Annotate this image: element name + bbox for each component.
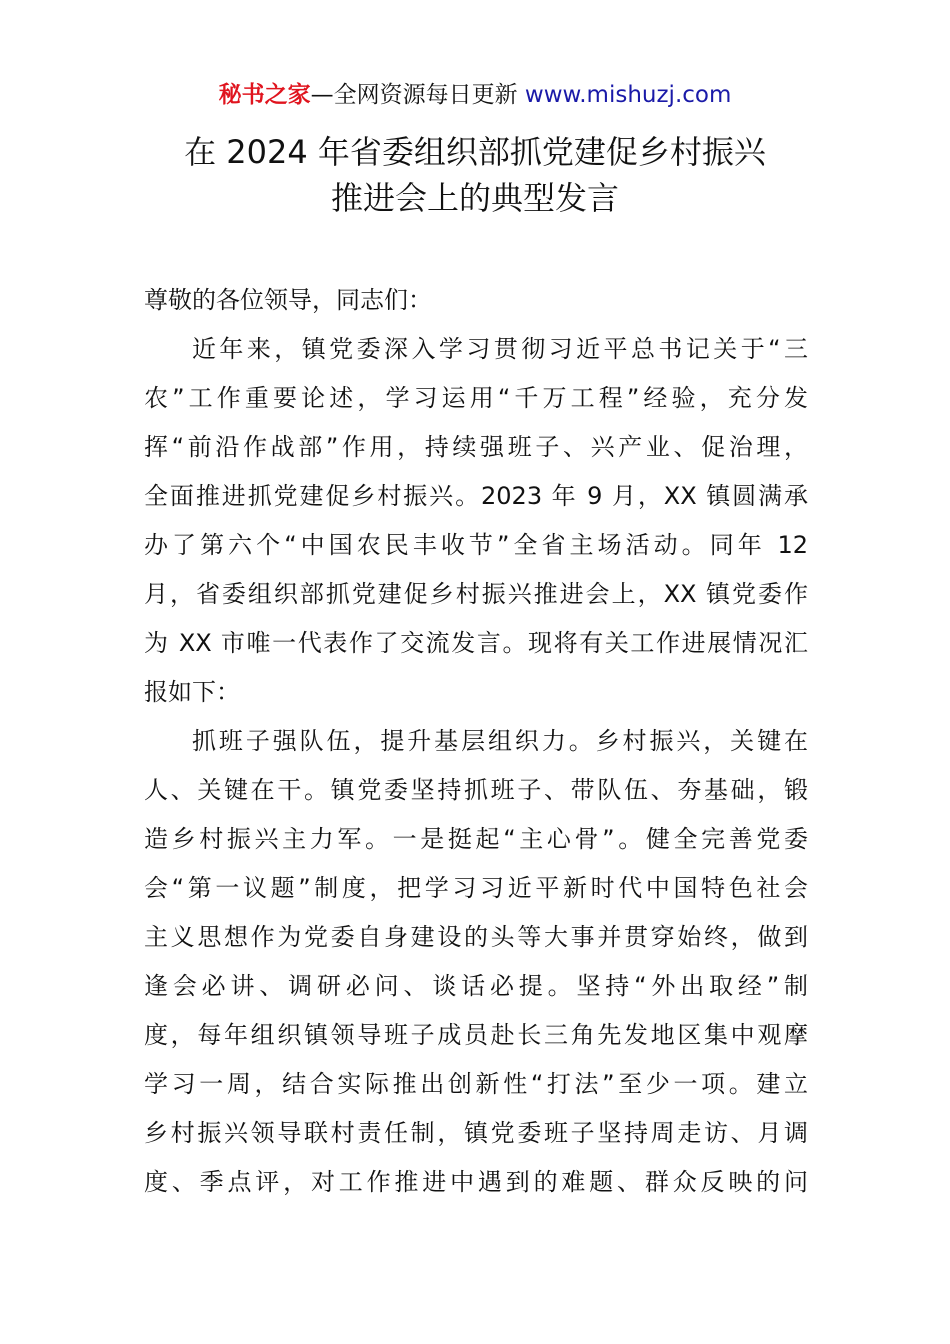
paragraph-line: 抓班子强队伍，提升基层组织力。乡村振兴，关键在	[192, 727, 808, 755]
paragraph-line: 度，每年组织镇领导班子成员赴长三角先发地区集中观摩	[144, 1021, 808, 1049]
paragraph-line: 人、关键在干。镇党委坚持抓班子、带队伍、夯基础，锻	[144, 776, 808, 804]
paragraph-1	[144, 325, 808, 717]
document-title-line-1: 在 2024 年省委组织部抓党建促乡村振兴	[184, 133, 766, 171]
paragraph-line: 逢会必讲、调研必问、谈话必提。坚持“外出取经”制	[144, 972, 808, 1000]
paragraph-line: 农”工作重要论述，学习运用“千万工程”经验，充分发	[144, 384, 808, 412]
paragraph-line: 学习一周，结合实际推出创新性“打法”至少一项。建立	[144, 1070, 808, 1098]
document-title-line-2: 推进会上的典型发言	[330, 179, 619, 217]
paragraph-line: 办了第六个“中国农民丰收节”全省主场活动。同年 12	[144, 531, 808, 559]
paragraph-line: 挥“前沿作战部”作用，持续强班子、兴产业、促治理，	[144, 433, 808, 461]
document-body	[144, 276, 808, 1207]
header-slogan: —全网资源每日更新	[310, 82, 525, 108]
salutation: 尊敬的各位领导，同志们：	[144, 286, 432, 314]
header-brand: 秘书之家	[218, 82, 311, 108]
paragraph-2	[144, 717, 808, 1207]
paragraph-line: 报如下：	[144, 678, 240, 706]
site-header	[0, 78, 950, 112]
paragraph-line: 为 XX 市唯一代表作了交流发言。现将有关工作进展情况汇	[144, 629, 808, 657]
paragraph-line: 全面推进抓党建促乡村振兴。2023 年 9 月，XX 镇圆满承	[144, 482, 808, 510]
paragraph-line: 度、季点评，对工作推进中遇到的难题、群众反映的问	[144, 1168, 808, 1196]
paragraph-line: 月，省委组织部抓党建促乡村振兴推进会上，XX 镇党委作	[144, 580, 808, 608]
header-url-link[interactable]: www.mishuzj.com	[524, 82, 732, 108]
paragraph-line: 会“第一议题”制度，把学习习近平新时代中国特色社会	[144, 874, 808, 902]
paragraph-line: 主义思想作为党委自身建设的头等大事并贯穿始终，做到	[144, 923, 808, 951]
paragraph-line: 近年来，镇党委深入学习贯彻习近平总书记关于“三	[192, 335, 808, 363]
paragraph-line: 造乡村振兴主力军。一是挺起“主心骨”。健全完善党委	[144, 825, 808, 853]
paragraph-line: 乡村振兴领导联村责任制，镇党委班子坚持周走访、月调	[144, 1119, 808, 1147]
